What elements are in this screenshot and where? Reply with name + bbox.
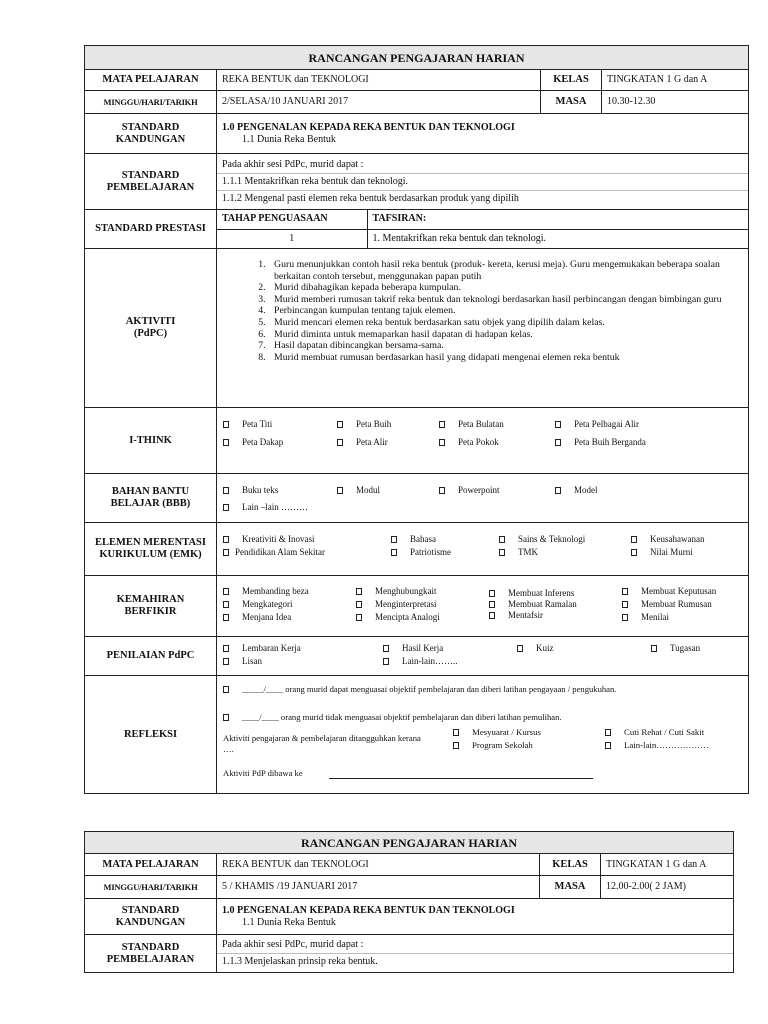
bbb-option[interactable]: Buku teks xyxy=(223,485,278,496)
ithink-label: I-THINK xyxy=(85,408,217,474)
mata-pelajaran-value: REKA BENTUK dan TEKNOLOGI xyxy=(217,70,541,91)
penilaian-option[interactable]: Lisan xyxy=(223,656,262,667)
sp-line: 1.1.3 Menjelaskan prinsip reka bentuk. xyxy=(222,956,378,967)
checkbox-icon[interactable] xyxy=(223,714,229,721)
aktiviti-cell xyxy=(217,249,749,408)
checkbox-icon[interactable] xyxy=(622,601,628,608)
checkbox-icon[interactable] xyxy=(356,601,362,608)
ithink-option[interactable]: Peta Alir xyxy=(337,437,388,448)
aktiviti-item: 7. Hasil dapatan dibincangkan bersama-sama. xyxy=(268,340,743,352)
checkbox-icon[interactable] xyxy=(223,487,229,494)
plan-title: RANCANGAN PENGAJARAN HARIAN xyxy=(85,832,734,854)
bbb-option[interactable]: Lain –lain ……… xyxy=(223,502,308,513)
emk-option[interactable]: Bahasa xyxy=(391,534,436,545)
checkbox-icon[interactable] xyxy=(356,588,362,595)
ditangguh-text: Aktiviti pengajaran & pembelajaran ditangguhkan kerana …. xyxy=(223,733,421,754)
aktiviti-item: 2. Murid dibahagikan kepada beberapa kumpulan. xyxy=(268,282,743,294)
checkbox-icon[interactable] xyxy=(337,439,343,446)
sp-line: 1.1.1 Mentakrifkan reka bentuk dan teknologi. xyxy=(217,174,748,191)
minggu-label: MINGGU/HARI/TARIKH xyxy=(85,91,217,114)
kb-option[interactable]: Membuat Keputusan xyxy=(622,586,716,597)
ithink-option[interactable]: Peta Dakap xyxy=(223,437,283,448)
aktiviti-list xyxy=(222,259,743,363)
standard-pembelajaran-cell xyxy=(217,935,734,973)
ithink-cell xyxy=(217,408,749,474)
aktiviti-label-cell xyxy=(85,249,217,408)
masa-label: MASA xyxy=(541,91,602,114)
checkbox-icon[interactable] xyxy=(223,504,229,511)
bbb-option[interactable]: Powerpoint xyxy=(439,485,500,496)
checkbox-icon[interactable] xyxy=(391,536,397,543)
checkbox-icon[interactable] xyxy=(555,421,561,428)
minggu-value: 2/SELASA/10 JANUARI 2017 xyxy=(217,91,541,114)
lesson-plan-1 xyxy=(84,45,749,794)
minggu-value: 5 / KHAMIS /19 JANUARI 2017 xyxy=(217,876,540,899)
tahap-label: TAHAP PENGUASAAN xyxy=(217,210,367,229)
kb-label: KEMAHIRAN BERFIKIR xyxy=(85,576,217,637)
sk-title: 1.0 PENGENALAN KEPADA REKA BENTUK DAN TEKNOLOGI xyxy=(222,904,515,916)
penilaian-option[interactable]: Tugasan xyxy=(651,643,700,654)
masa-label: MASA xyxy=(540,876,601,899)
checkbox-icon[interactable] xyxy=(223,549,229,556)
checkbox-icon[interactable] xyxy=(439,421,445,428)
penilaian-cell xyxy=(217,637,749,676)
checkbox-icon[interactable] xyxy=(499,549,505,556)
dibawa-blank[interactable] xyxy=(329,778,593,779)
ithink-option[interactable]: Peta Pelbagai Alir xyxy=(555,419,639,430)
checkbox-icon[interactable] xyxy=(356,614,362,621)
checkbox-icon[interactable] xyxy=(223,658,229,665)
tafsiran-label: TAFSIRAN: xyxy=(367,210,748,229)
bbb-label: BAHAN BANTU BELAJAR (BBB) xyxy=(85,474,217,523)
checkbox-icon[interactable] xyxy=(555,487,561,494)
refleksi-label: REFLEKSI xyxy=(85,676,217,794)
standard-kandungan-label: STANDARD KANDUNGAN xyxy=(85,114,217,154)
kb-option[interactable]: Menilai xyxy=(622,612,669,623)
aktiviti-item: 6. Murid diminta untuk memaparkan hasil dapatan di hadapan kelas. xyxy=(268,329,743,341)
tahap-value: 1 xyxy=(217,229,367,248)
checkbox-icon[interactable] xyxy=(337,487,343,494)
checkbox-icon[interactable] xyxy=(223,601,229,608)
checkbox-icon[interactable] xyxy=(517,645,523,652)
sp-line: 1.1.2 Mengenal pasti elemen reka bentuk berdasarkan produk yang dipilih xyxy=(222,192,519,204)
refleksi-line-2: ____/____ orang murid tidak menguasai objektif pembelajaran dan diberi latihan pemulihan. xyxy=(223,712,562,723)
aktiviti-item: 1. Guru menunjukkan contoh hasil reka bentuk (produk- kereta, kerusi meja). Guru mengemukakan beberapa soalan berkaitan contoh tersebut, menggunakan papan putih xyxy=(268,259,743,282)
masa-value: 12.00-2.00( 2 JAM) xyxy=(601,876,734,899)
ditangguh-option[interactable]: Cuti Rehat / Cuti Sakit xyxy=(605,727,704,738)
checkbox-icon[interactable] xyxy=(391,549,397,556)
sk-subtitle: 1.1 Dunia Reka Bentuk xyxy=(242,133,336,145)
bbb-option[interactable]: Model xyxy=(555,485,598,496)
checkbox-icon[interactable] xyxy=(223,614,229,621)
checkbox-icon[interactable] xyxy=(223,645,229,652)
kb-option[interactable]: Menghubungkait xyxy=(356,586,437,597)
kb-option[interactable]: Membuat Ramalan xyxy=(489,599,577,610)
kb-option[interactable]: Membanding beza xyxy=(223,586,309,597)
checkbox-icon[interactable] xyxy=(489,601,495,608)
sk-title: 1.0 PENGENALAN KEPADA REKA BENTUK DAN TEKNOLOGI xyxy=(222,121,515,133)
ditangguh-option[interactable]: Lain-lain……………… xyxy=(605,740,709,751)
penilaian-option[interactable]: Lembaran Kerja xyxy=(223,643,301,654)
checkbox-icon[interactable] xyxy=(631,536,637,543)
sp-line: Pada akhir sesi PdPc, murid dapat : xyxy=(217,157,748,174)
emk-option[interactable]: Sains & Teknologi xyxy=(499,534,585,545)
emk-option[interactable]: Pendidikan Alam Sekitar xyxy=(223,547,325,558)
kelas-value: TINGKATAN 1 G dan A xyxy=(601,854,734,876)
checkbox-icon[interactable] xyxy=(223,421,229,428)
mata-pelajaran-value: REKA BENTUK dan TEKNOLOGI xyxy=(217,854,540,876)
lesson-plan-2 xyxy=(84,831,734,973)
checkbox-icon[interactable] xyxy=(499,536,505,543)
ditangguh-option[interactable]: Program Sekolah xyxy=(453,740,533,751)
kb-option[interactable]: Membuat Inferens xyxy=(489,588,574,599)
emk-option[interactable]: Keusahawanan xyxy=(631,534,704,545)
penilaian-option[interactable]: Lain-lain…….. xyxy=(383,656,458,667)
penilaian-option[interactable]: Hasil Kerja xyxy=(383,643,443,654)
kb-cell xyxy=(217,576,749,637)
mata-pelajaran-label: MATA PELAJARAN xyxy=(85,70,217,91)
standard-kandungan-cell xyxy=(217,899,734,935)
emk-option[interactable]: Patriotisme xyxy=(391,547,451,558)
checkbox-icon[interactable] xyxy=(605,742,611,749)
plan-title: RANCANGAN PENGAJARAN HARIAN xyxy=(85,46,749,70)
standard-kandungan-cell xyxy=(217,114,749,154)
ithink-option[interactable]: Peta Pokok xyxy=(439,437,499,448)
dibawa-line: Aktiviti PdP dibawa ke xyxy=(223,768,303,778)
checkbox-icon[interactable] xyxy=(439,487,445,494)
checkbox-icon[interactable] xyxy=(223,686,229,693)
mata-pelajaran-label: MATA PELAJARAN xyxy=(85,854,217,876)
aktiviti-item: 8. Murid membuat rumusan berdasarkan hasil yang didapati mengenai elemen reka bentuk xyxy=(268,352,743,364)
kelas-value: TINGKATAN 1 G dan A xyxy=(602,70,749,91)
checkbox-icon[interactable] xyxy=(631,549,637,556)
standard-prestasi-cell xyxy=(217,210,749,249)
bbb-cell xyxy=(217,474,749,523)
checkbox-icon[interactable] xyxy=(383,645,389,652)
sk-subtitle: 1.1 Dunia Reka Bentuk xyxy=(242,916,336,928)
kb-option[interactable]: Menginterpretasi xyxy=(356,599,436,610)
kb-option[interactable]: Mengkategori xyxy=(223,599,292,610)
refleksi-blank-2[interactable]: ____/____ xyxy=(242,712,279,722)
kb-option[interactable]: Mencipta Analogi xyxy=(356,612,440,623)
kb-option[interactable]: Membuat Rumusan xyxy=(622,599,712,610)
standard-pembelajaran-label: STANDARD PEMBELAJARAN xyxy=(85,154,217,210)
checkbox-icon[interactable] xyxy=(489,590,495,597)
checkbox-icon[interactable] xyxy=(555,439,561,446)
aktiviti-sublabel: (PdPC) xyxy=(133,328,168,339)
emk-label: ELEMEN MERENTASI KURIKULUM (EMK) xyxy=(85,523,217,576)
standard-kandungan-label: STANDARD KANDUNGAN xyxy=(85,899,217,935)
aktiviti-item: 5. Murid mencari elemen reka bentuk berdasarkan satu objek yang dipilih dalam kelas. xyxy=(268,317,743,329)
checkbox-icon[interactable] xyxy=(223,439,229,446)
ithink-option[interactable]: Peta Buih Berganda xyxy=(555,437,646,448)
minggu-label: MINGGU/HARI/TARIKH xyxy=(85,876,217,899)
checkbox-icon[interactable] xyxy=(337,421,343,428)
standard-prestasi-label: STANDARD PRESTASI xyxy=(85,210,217,249)
ithink-option[interactable]: Peta Buih xyxy=(337,419,391,430)
standard-pembelajaran-label: STANDARD PEMBELAJARAN xyxy=(85,935,217,973)
emk-option[interactable]: Nilai Murni xyxy=(631,547,693,558)
checkbox-icon[interactable] xyxy=(622,614,628,621)
penilaian-option[interactable]: Kuiz xyxy=(517,643,554,654)
standard-pembelajaran-cell xyxy=(217,154,749,210)
emk-option[interactable]: Kreativiti & Inovasi xyxy=(223,534,314,545)
kelas-label: KELAS xyxy=(541,70,602,91)
checkbox-icon[interactable] xyxy=(453,742,459,749)
ditangguh-option[interactable]: Mesyuarat / Kursus xyxy=(453,727,541,738)
checkbox-icon[interactable] xyxy=(651,645,657,652)
checkbox-icon[interactable] xyxy=(622,588,628,595)
refleksi-line-1: _____/____ orang murid dapat menguasai objektif pembelajaran dan diberi latihan pengayaan / pengukuhan. xyxy=(223,684,616,695)
ithink-option[interactable]: Peta Bulatan xyxy=(439,419,504,430)
aktiviti-item: 3. Murid memberi rumusan takrif reka bentuk dan teknologi berdasarkan hasil perbincangan dengan bimbingan guru xyxy=(268,294,743,306)
checkbox-icon[interactable] xyxy=(223,536,229,543)
refleksi-cell xyxy=(217,676,749,794)
checkbox-icon[interactable] xyxy=(453,729,459,736)
emk-cell xyxy=(217,523,749,576)
refleksi-blank-1[interactable]: _____/____ xyxy=(242,684,284,694)
kb-option[interactable]: Mentafsir xyxy=(489,610,543,621)
tafsiran-value: 1. Mentakrifkan reka bentuk dan teknologi. xyxy=(367,229,748,248)
checkbox-icon[interactable] xyxy=(383,658,389,665)
aktiviti-item: 4. Perbincangan kumpulan tentang tajuk elemen. xyxy=(268,305,743,317)
masa-value: 10.30-12.30 xyxy=(602,91,749,114)
penilaian-label: PENILAIAN PdPC xyxy=(85,637,217,676)
aktiviti-label: AKTIVITI xyxy=(125,316,176,327)
kelas-label: KELAS xyxy=(540,854,601,876)
checkbox-icon[interactable] xyxy=(605,729,611,736)
bbb-option[interactable]: Modul xyxy=(337,485,380,496)
ithink-option[interactable]: Peta Titi xyxy=(223,419,272,430)
sp-line: Pada akhir sesi PdPc, murid dapat : xyxy=(217,937,733,954)
checkbox-icon[interactable] xyxy=(439,439,445,446)
emk-option[interactable]: TMK xyxy=(499,547,538,558)
checkbox-icon[interactable] xyxy=(223,588,229,595)
checkbox-icon[interactable] xyxy=(489,612,495,619)
kb-option[interactable]: Menjana Idea xyxy=(223,612,291,623)
